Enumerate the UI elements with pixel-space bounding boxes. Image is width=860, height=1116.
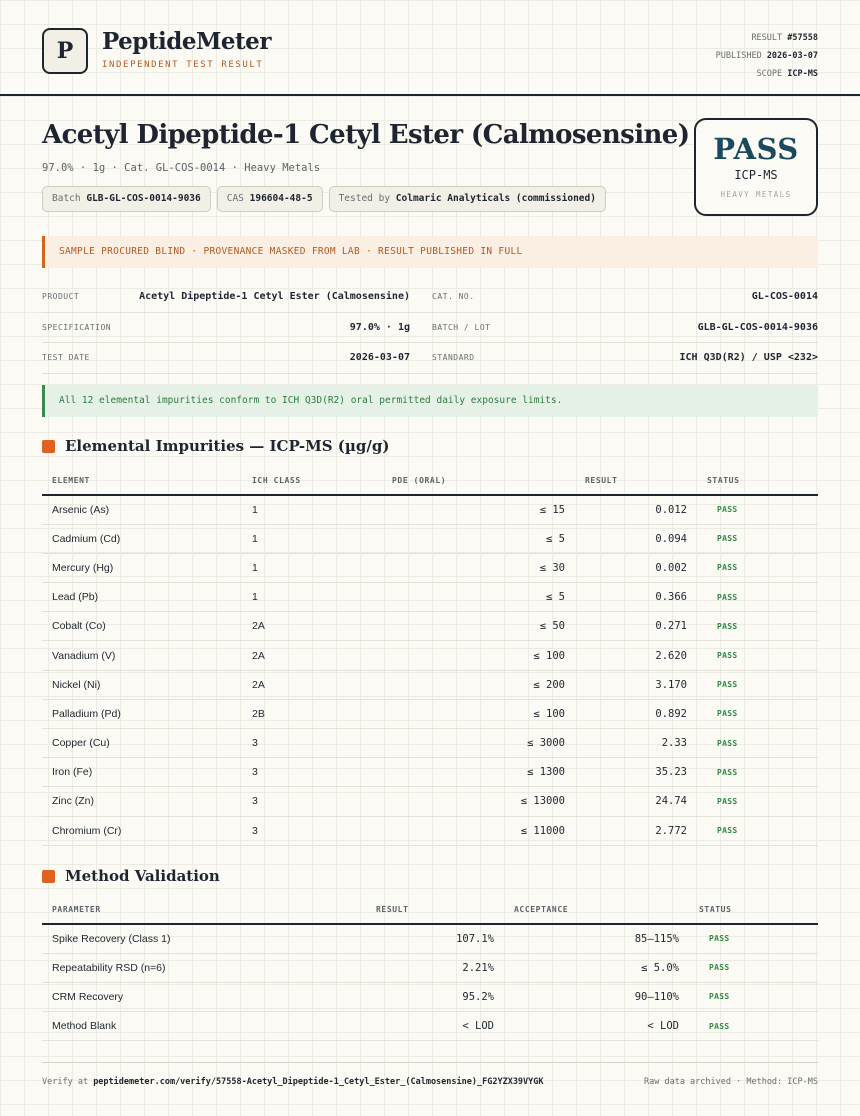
column-header: STATUS: [697, 467, 818, 495]
pde-limit: ≤ 3000: [382, 729, 575, 758]
ich-class: 2A: [242, 641, 382, 670]
element-name: Zinc (Zn): [42, 787, 242, 816]
table-row: [42, 524, 818, 553]
status-badge: PASS: [697, 553, 818, 582]
element-name: Lead (Pb): [42, 583, 242, 612]
table-row: [42, 641, 818, 670]
verdict-badge: [694, 118, 818, 216]
result-value: 107.1%: [366, 924, 504, 953]
column-header: ELEMENT: [42, 467, 242, 495]
table-row: [42, 583, 818, 612]
batch-chip: Batch GLB-GL-COS-0014-9036: [42, 186, 211, 212]
parameter-name: Method Blank: [42, 1012, 366, 1041]
verdict-method: ICP-MS: [734, 168, 778, 182]
ich-class: 1: [242, 495, 382, 524]
status-badge: PASS: [697, 612, 818, 641]
result-value: 0.892: [575, 699, 697, 728]
ich-class: 1: [242, 583, 382, 612]
procurement-notice: SAMPLE PROCURED BLIND · PROVENANCE MASKED FROM LAB · RESULT PUBLISHED IN FULL: [42, 236, 818, 268]
impurities-table: [42, 467, 818, 846]
status-badge: PASS: [697, 583, 818, 612]
section-marker-icon: [42, 870, 55, 883]
acceptance-range: 90–110%: [504, 982, 689, 1011]
parameter-name: Spike Recovery (Class 1): [42, 924, 366, 953]
ich-class: 1: [242, 524, 382, 553]
info-row: [42, 282, 818, 313]
table-row: [42, 758, 818, 787]
ich-class: 2A: [242, 670, 382, 699]
result-value: 2.21%: [366, 953, 504, 982]
status-badge: PASS: [697, 495, 818, 524]
product-subtitle: 97.0% · 1g · Cat. GL-COS-0014 · Heavy Metals: [42, 162, 321, 174]
column-header: RESULT: [575, 467, 697, 495]
cas-chip: CAS 196604-48-5: [217, 186, 323, 212]
result-value: 0.366: [575, 583, 697, 612]
verify-line: Verify at peptidemeter.com/verify/57558-Acetyl_Dipeptide-1_Cetyl_Ester_(Calmosensine)_FG2YZX39VYGK: [42, 1077, 544, 1087]
element-name: Arsenic (As): [42, 495, 242, 524]
result-value: 0.012: [575, 495, 697, 524]
info-grid: [42, 282, 818, 374]
table-row: [42, 495, 818, 524]
result-value: 24.74: [575, 787, 697, 816]
parameter-name: Repeatability RSD (n=6): [42, 953, 366, 982]
status-badge: PASS: [697, 729, 818, 758]
result-value: 0.094: [575, 524, 697, 553]
result-value: < LOD: [366, 1012, 504, 1041]
result-meta: [716, 29, 818, 83]
table-row: [42, 1012, 818, 1041]
status-badge: PASS: [689, 982, 818, 1011]
brand-logo[interactable]: P: [42, 28, 88, 74]
table-header-row: [42, 896, 818, 924]
element-name: Palladium (Pd): [42, 699, 242, 728]
info-value: 97.0% · 1g: [349, 321, 410, 333]
table-row: [42, 924, 818, 953]
validation-table: [42, 896, 818, 1041]
info-label: PRODUCT: [42, 292, 80, 302]
element-name: Iron (Fe): [42, 758, 242, 787]
info-label: BATCH / LOT: [432, 322, 491, 332]
info-value: GLB-GL-COS-0014-9036: [697, 321, 818, 333]
status-badge: PASS: [697, 699, 818, 728]
tested-by-chip: Tested by Colmaric Analyticals (commissioned): [329, 186, 606, 212]
pde-limit: ≤ 200: [382, 670, 575, 699]
info-label: CAT. NO.: [432, 292, 475, 302]
meta-published: PUBLISHED 2026-03-07: [715, 51, 818, 61]
column-header: STATUS: [689, 896, 818, 924]
footer-note: Raw data archived · Method: ICP-MS: [644, 1077, 818, 1087]
table-header-row: [42, 467, 818, 495]
column-header: PARAMETER: [42, 896, 366, 924]
ich-class: 2B: [242, 699, 382, 728]
table-row: [42, 816, 818, 845]
meta-result: RESULT #57558: [751, 33, 818, 43]
result-value: 2.620: [575, 641, 697, 670]
element-name: Chromium (Cr): [42, 816, 242, 845]
table-row: [42, 787, 818, 816]
impurities-section-title: Elemental Impurities — ICP-MS (µg/g): [42, 437, 389, 455]
acceptance-range: < LOD: [504, 1012, 689, 1041]
pde-limit: ≤ 30: [382, 553, 575, 582]
report-header: [0, 0, 860, 96]
column-header: ICH CLASS: [242, 467, 382, 495]
result-value: 0.002: [575, 553, 697, 582]
validation-body: [42, 924, 818, 1041]
result-value: 0.271: [575, 612, 697, 641]
ich-class: 3: [242, 787, 382, 816]
pde-limit: ≤ 15: [382, 495, 575, 524]
status-badge: PASS: [697, 816, 818, 845]
page-title: Acetyl Dipeptide-1 Cetyl Ester (Calmosensine): [42, 120, 690, 150]
info-row: [42, 343, 818, 374]
pde-limit: ≤ 11000: [382, 816, 575, 845]
result-value: 35.23: [575, 758, 697, 787]
table-row: [42, 699, 818, 728]
section-marker-icon: [42, 440, 55, 453]
status-badge: PASS: [697, 641, 818, 670]
verdict-scope: HEAVY METALS: [720, 190, 792, 199]
verdict-word: PASS: [713, 132, 799, 166]
report-footer: [42, 1062, 818, 1087]
result-value: 3.170: [575, 670, 697, 699]
info-label: STANDARD: [432, 353, 475, 363]
info-label: TEST DATE: [42, 353, 90, 363]
info-value: ICH Q3D(R2) / USP <232>: [679, 352, 818, 364]
brand-tagline: INDEPENDENT TEST RESULT: [102, 60, 264, 70]
status-badge: PASS: [689, 953, 818, 982]
info-value: 2026-03-07: [349, 352, 410, 364]
validation-section-title: Method Validation: [42, 867, 220, 885]
result-value: 2.33: [575, 729, 697, 758]
status-badge: PASS: [697, 524, 818, 553]
column-header: PDE (ORAL): [382, 467, 575, 495]
info-row: [42, 313, 818, 344]
acceptance-range: ≤ 5.0%: [504, 953, 689, 982]
element-name: Vanadium (V): [42, 641, 242, 670]
info-value: Acetyl Dipeptide-1 Cetyl Ester (Calmosensine): [139, 291, 410, 303]
status-badge: PASS: [697, 758, 818, 787]
pde-limit: ≤ 5: [382, 583, 575, 612]
verify-link[interactable]: peptidemeter.com/verify/57558-Acetyl_Dipeptide-1_Cetyl_Ester_(Calmosensine)_FG2YZX39VYGK: [93, 1077, 544, 1087]
pde-limit: ≤ 5: [382, 524, 575, 553]
column-header: RESULT: [366, 896, 504, 924]
status-badge: PASS: [697, 670, 818, 699]
column-header: ACCEPTANCE: [504, 896, 689, 924]
table-row: [42, 670, 818, 699]
info-label: SPECIFICATION: [42, 322, 112, 332]
pde-limit: ≤ 1300: [382, 758, 575, 787]
brand-name[interactable]: PeptideMeter: [102, 28, 271, 55]
status-badge: PASS: [689, 924, 818, 953]
info-value: GL-COS-0014: [751, 291, 818, 303]
parameter-name: CRM Recovery: [42, 982, 366, 1011]
table-row: [42, 612, 818, 641]
element-name: Cobalt (Co): [42, 612, 242, 641]
product-chips: [42, 186, 606, 212]
result-value: 2.772: [575, 816, 697, 845]
ich-class: 1: [242, 553, 382, 582]
table-row: [42, 953, 818, 982]
conformance-notice: All 12 elemental impurities conform to ICH Q3D(R2) oral permitted daily exposure limits.: [42, 385, 818, 417]
element-name: Nickel (Ni): [42, 670, 242, 699]
table-row: [42, 553, 818, 582]
element-name: Cadmium (Cd): [42, 524, 242, 553]
acceptance-range: 85–115%: [504, 924, 689, 953]
pde-limit: ≤ 13000: [382, 787, 575, 816]
table-row: [42, 729, 818, 758]
status-badge: PASS: [697, 787, 818, 816]
meta-scope: SCOPE ICP-MS: [756, 69, 818, 79]
element-name: Mercury (Hg): [42, 553, 242, 582]
table-row: [42, 982, 818, 1011]
ich-class: 3: [242, 758, 382, 787]
impurities-body: [42, 495, 818, 845]
element-name: Copper (Cu): [42, 729, 242, 758]
ich-class: 3: [242, 816, 382, 845]
result-value: 95.2%: [366, 982, 504, 1011]
pde-limit: ≤ 50: [382, 612, 575, 641]
ich-class: 2A: [242, 612, 382, 641]
pde-limit: ≤ 100: [382, 699, 575, 728]
pde-limit: ≤ 100: [382, 641, 575, 670]
status-badge: PASS: [689, 1012, 818, 1041]
ich-class: 3: [242, 729, 382, 758]
